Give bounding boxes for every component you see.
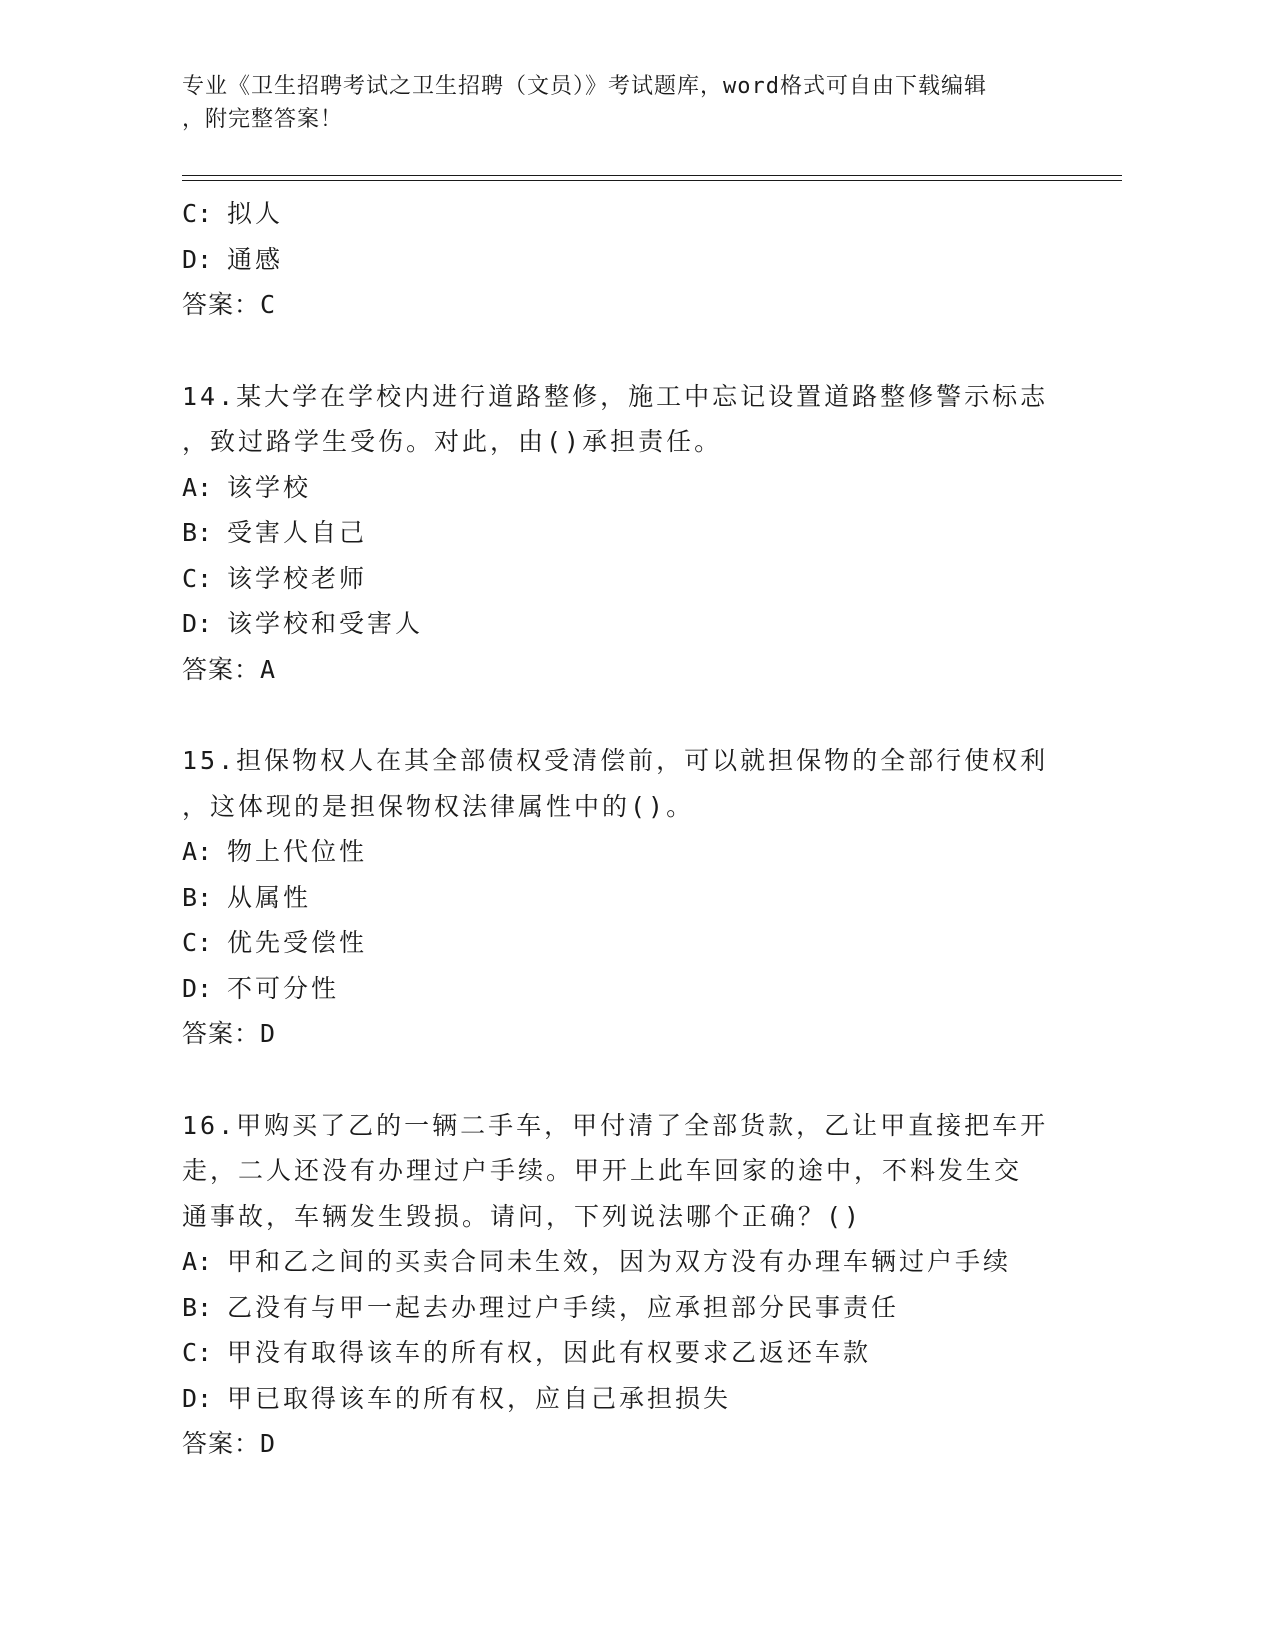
prev-question-block <box>182 191 1102 328</box>
option-key: D: <box>182 244 213 274</box>
answer-label: 答案： <box>182 1429 261 1458</box>
option-text: 物上代位性 <box>227 837 368 866</box>
option-key: D: <box>182 973 213 1003</box>
answer-label: 答案： <box>182 654 261 684</box>
option-d <box>182 1376 1102 1422</box>
option-key: C: <box>182 563 213 593</box>
option-b <box>182 510 1102 556</box>
document-header <box>182 70 1082 136</box>
option-text: 从属性 <box>227 882 312 912</box>
option-text: 甲和乙之间的买卖合同未生效，因为双方没有办理车辆过户手续 <box>227 1247 1012 1276</box>
option-text: 拟人 <box>227 199 284 228</box>
option-text: 不可分性 <box>227 973 340 1003</box>
option-d <box>182 237 1102 283</box>
question-list <box>182 191 1102 1467</box>
answer-line <box>182 647 1102 693</box>
option-text: 甲没有取得该车的所有权，因此有权要求乙返还车款 <box>227 1338 872 1367</box>
question-stem-line: ，这体现的是担保物权法律属性中的()。 <box>182 791 695 821</box>
answer-label: 答案： <box>182 290 261 319</box>
option-text: 该学校 <box>227 472 312 502</box>
answer-label: 答案： <box>182 1019 261 1048</box>
option-c <box>182 1330 1102 1376</box>
question-stem-line: 通事故，车辆发生毁损。请问，下列说法哪个正确？() <box>182 1201 863 1231</box>
question-stem-line: ，致过路学生受伤。对此，由()承担责任。 <box>182 427 723 456</box>
option-key: D: <box>182 609 213 638</box>
option-text: 该学校和受害人 <box>227 609 424 638</box>
option-key: B: <box>182 882 213 912</box>
question-14 <box>182 374 1102 693</box>
question-stem-line: 15.担保物权人在其全部债权受清偿前，可以就担保物的全部行使权利 <box>182 746 1049 775</box>
question-stem-line: 14.某大学在学校内进行道路整修，施工中忘记设置道路整修警示标志 <box>182 381 1049 411</box>
option-key: A: <box>182 837 213 866</box>
question-stem-line: 走，二人还没有办理过户手续。甲开上此车回家的途中，不料发生交 <box>182 1156 1023 1185</box>
option-d <box>182 601 1102 647</box>
question-15 <box>182 738 1102 1057</box>
option-b <box>182 875 1102 921</box>
header-divider-top <box>182 175 1122 176</box>
question-16 <box>182 1103 1102 1467</box>
option-a <box>182 465 1102 511</box>
answer-value: C <box>260 290 277 319</box>
option-text: 乙没有与甲一起去办理过户手续，应承担部分民事责任 <box>227 1292 900 1322</box>
option-key: C: <box>182 199 213 228</box>
option-text: 受害人自己 <box>227 518 368 547</box>
option-key: D: <box>182 1383 213 1413</box>
option-text: 甲已取得该车的所有权，应自己承担损失 <box>227 1383 732 1413</box>
option-key: C: <box>182 928 213 957</box>
option-d <box>182 966 1102 1012</box>
answer-line <box>182 282 1102 328</box>
option-a <box>182 1239 1102 1285</box>
answer-value: D <box>260 1429 277 1458</box>
option-b <box>182 1285 1102 1331</box>
option-key: A: <box>182 1247 213 1276</box>
option-text: 该学校老师 <box>227 563 368 593</box>
header-title-line-2: ，附完整答案！ <box>182 107 344 132</box>
option-key: C: <box>182 1338 213 1367</box>
header-title-line-1: 专业《卫生招聘考试之卫生招聘（文员）》考试题库，word格式可自由下载编辑 <box>182 74 987 99</box>
question-stem-line: 16.甲购买了乙的一辆二手车，甲付清了全部货款，乙让甲直接把车开 <box>182 1110 1049 1140</box>
option-a <box>182 829 1102 875</box>
option-key: A: <box>182 472 213 502</box>
answer-value: D <box>260 1019 277 1048</box>
option-text: 通感 <box>227 244 284 274</box>
option-c <box>182 556 1102 602</box>
option-text: 优先受偿性 <box>227 928 368 957</box>
answer-value: A <box>260 654 277 684</box>
option-c <box>182 920 1102 966</box>
option-key: B: <box>182 518 213 547</box>
answer-line <box>182 1011 1102 1057</box>
header-divider-bottom <box>182 180 1122 181</box>
answer-line <box>182 1421 1102 1467</box>
option-c <box>182 191 1102 237</box>
option-key: B: <box>182 1292 213 1322</box>
